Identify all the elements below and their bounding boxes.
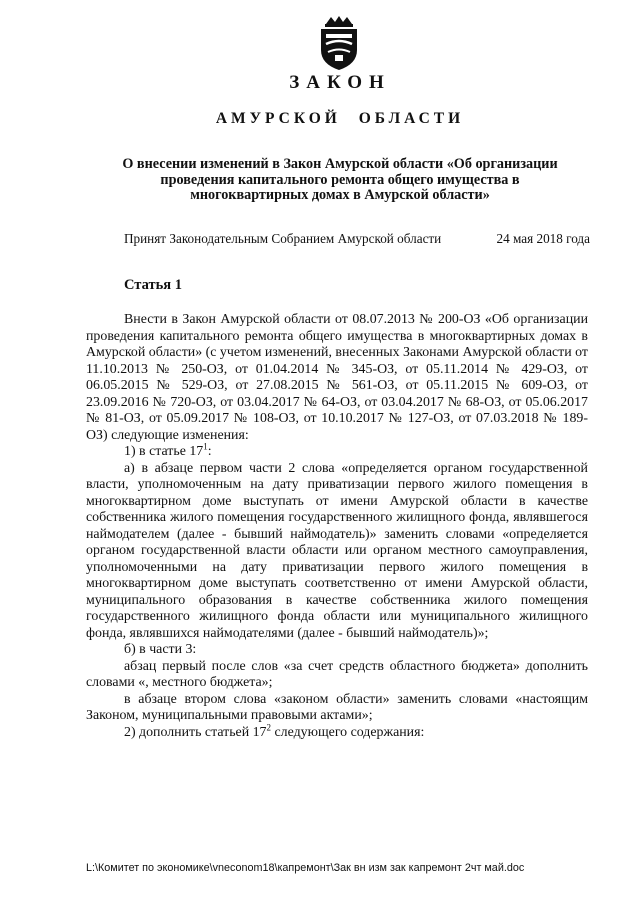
adopted-date: 24 мая 2018 года [496,231,590,246]
adopted-by: Принят Законодательным Собранием Амурской области [124,231,442,246]
item-1-b-2: в абзаце втором слова «законом области» заменить словами «настоящим Законом, муниципальными правовыми актами»; [86,691,588,723]
document-title [100,157,580,204]
item-1: 1) в статье $17^1$: [124,441,212,459]
item-1-b-1: абзац первый после слов «за счет средств областного бюджета» дополнить словами «, местного бюджета»; [86,658,588,690]
item-1-b: б) в части 3: [124,642,197,657]
article-body [86,312,588,741]
adoption-line [124,231,590,247]
file-path-footer: L:\Комитет по экономике\vneconom18\капремонт\Зак вн изм зак капремонт 2чт май.doc [86,862,525,874]
region-heading: АМУРСКОЙ ОБЛАСТИ [215,110,465,127]
item-2: 2) дополнить статьей $17^2$ следующего содержания: [124,721,425,740]
title-line: многоквартирных домах в Амурской области» [190,187,490,203]
title-line: О внесении изменений в Закон Амурской области «Об организации [122,156,558,172]
coat-of-arms-icon [316,14,362,72]
title-line: проведения капитального ремонта общего имущества в [160,171,520,188]
item-1-a: а) в абзаце первом части 2 слова «определяется органом государственной власти, уполномоченным на дату приватизации первого жилого помещения в многоквартирном доме выступать от имени Амурской области в качестве собственника жилого помещения государственного жилищного фонда, являвшегося наймодателем (далее - бывший наймодатель)» заменить словами «определяется органом государственной власти области или органом местного самоуправления, уполномоченными на дату приватизации первого жилого помещения в многоквартирном доме выступать соответственно от имени Амурской области, муниципального образования в качестве собственника жилого помещения государственного жилищного фонда области или муниципального жилищного фонда, являвшихся наймодателями (далее - бывший наймодатель)»; [86,460,588,641]
article-title: Статья 1 [124,277,182,293]
law-heading: ЗАКОН [289,72,391,93]
article-intro: Внести в Закон Амурской области от 08.07.2013 № 200-ОЗ «Об организации проведения капитального ремонта общего имущества в многоквартирных домах в Амурской области» (с учетом изменений, внесенных Законами Амурской области от 11.10.2013 № 250-ОЗ, от 01.04.2014 № 345-ОЗ, от 05.11.2014 № 429-ОЗ, от 06.05.2015 № 529-ОЗ, от 27.08.2015 № 561-ОЗ, от 05.11.2015 № 609-ОЗ, от 23.09.2016 № 720-ОЗ, от 03.04.2017 № 64-ОЗ, от 03.04.2017 № 68-ОЗ, от 05.06.2017 № 81-ОЗ, от 05.09.2017 № 108-ОЗ, от 10.10.2017 № 127-ОЗ, от 07.03.2018 № 189-ОЗ) следующие изменения: [86,312,588,443]
